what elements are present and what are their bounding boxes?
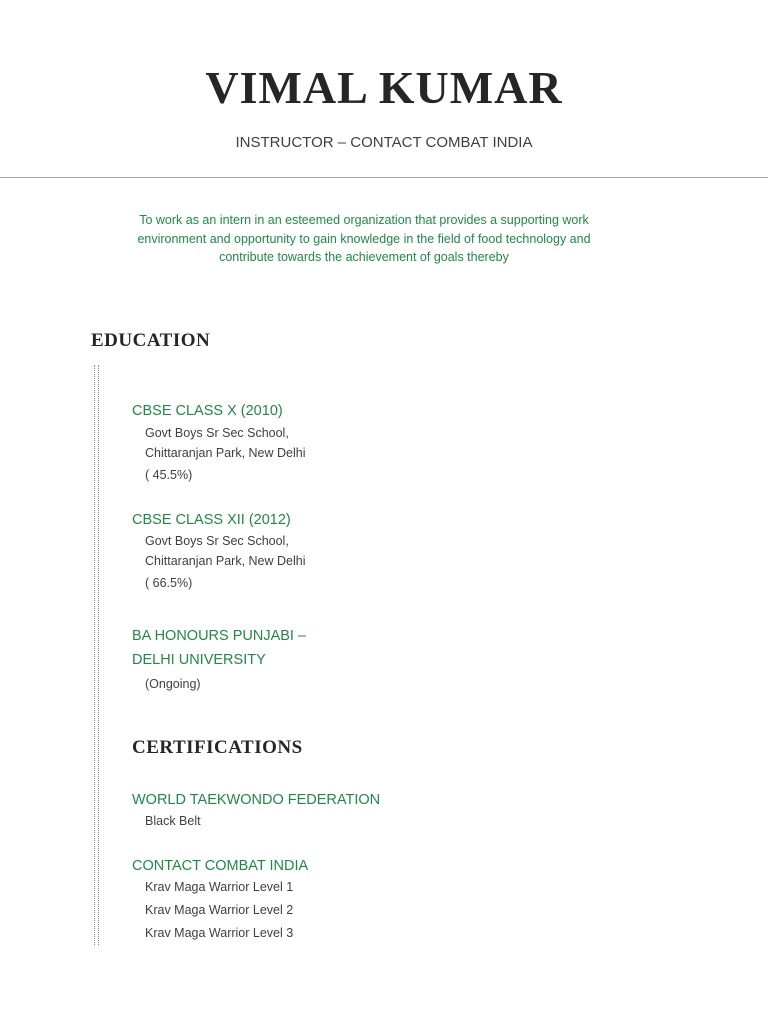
resume-name: VIMAL KUMAR bbox=[205, 62, 563, 113]
education-entry-score: ( 66.5%) bbox=[145, 576, 193, 590]
certification-entry-detail: Black Belt bbox=[145, 814, 201, 828]
education-entry-detail: Chittaranjan Park, New Delhi bbox=[145, 446, 306, 460]
certifications-section-title: CERTIFICATIONS bbox=[132, 737, 303, 758]
education-entry-detail: Chittaranjan Park, New Delhi bbox=[145, 554, 306, 568]
certification-entry-heading: WORLD TAEKWONDO FEDERATION bbox=[132, 792, 381, 808]
certification-entry-detail: Krav Maga Warrior Level 1 bbox=[145, 880, 294, 894]
objective-statement: To work as an intern in an esteemed organization that provides a supporting work environment and opportunity to gain knowledge in the field of food technology and contribute towards the achievement of goals thereby bbox=[137, 213, 591, 264]
education-entry-detail: Govt Boys Sr Sec School, bbox=[145, 534, 289, 548]
education-entry-heading: CBSE CLASS X (2010) bbox=[132, 403, 283, 419]
education-entry-heading: DELHI UNIVERSITY bbox=[132, 652, 266, 668]
resume-subtitle: INSTRUCTOR – CONTACT COMBAT INDIA bbox=[235, 134, 533, 151]
header-divider bbox=[0, 177, 768, 178]
education-entry-heading: BA HONOURS PUNJABI – bbox=[132, 628, 307, 644]
education-entry-heading: CBSE CLASS XII (2012) bbox=[132, 512, 291, 528]
education-entry-score: ( 45.5%) bbox=[145, 468, 193, 482]
certification-entry-detail: Krav Maga Warrior Level 2 bbox=[145, 903, 294, 917]
certification-entry-detail: Krav Maga Warrior Level 3 bbox=[145, 926, 294, 940]
section-timeline-divider bbox=[94, 365, 99, 945]
education-section-title: EDUCATION bbox=[91, 330, 211, 351]
education-entry-status: (Ongoing) bbox=[145, 677, 201, 691]
education-entry-detail: Govt Boys Sr Sec School, bbox=[145, 426, 289, 440]
certification-entry-heading: CONTACT COMBAT INDIA bbox=[132, 858, 309, 874]
